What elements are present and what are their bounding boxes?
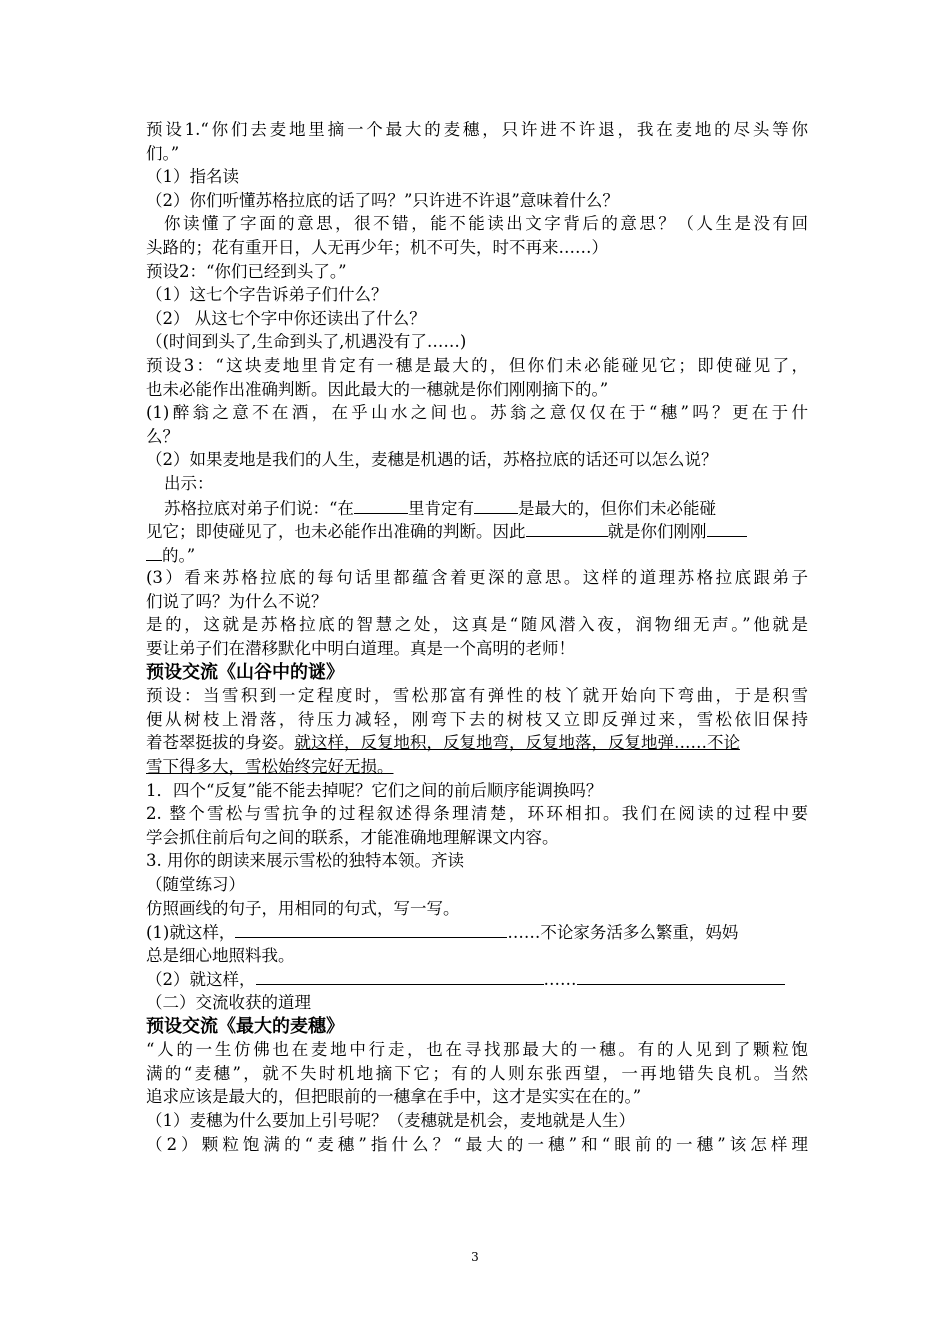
text-segment: 苏格拉底对弟子们说：“在 [164, 498, 354, 518]
fill-in-line [146, 519, 808, 543]
paragraph-line: 便从树枝上滑落，待压力减轻，刚弯下去的树枝又立即反弹过来，雪松依旧保持 [146, 709, 808, 729]
text-segment: …… [543, 970, 577, 990]
paragraph-line [146, 731, 808, 755]
fill-in-line [146, 967, 808, 991]
text-segment: 的。” [162, 545, 196, 565]
paragraph-line: 你读懂了字面的意思，很不错，能不能读出文字背后的意思？（人生是没有回 [164, 214, 808, 234]
fill-blank [354, 496, 408, 514]
text-segment: 就是你们刚刚 [607, 522, 707, 542]
paragraph-line: 预设2：“你们已经到头了。” [146, 261, 347, 281]
fill-blank [235, 920, 507, 938]
text-segment: 是最大的，但你们未必能碰 [517, 498, 716, 518]
paragraph-line: 预设1.“你们去麦地里摘一个最大的麦穗，只许进不许退，我在麦地的尽头等你 [146, 120, 808, 139]
paragraph-line: 们说了吗？为什么不说？ [146, 591, 328, 611]
paragraph-line: 们。” [146, 143, 180, 163]
text-segment: 见它；即使碰见了，也未必能作出准确的判断。因此 [146, 522, 526, 542]
paragraph-line: （随堂练习） [146, 875, 245, 894]
text-segment: ……不论家务活多么繁重，妈妈 [507, 923, 739, 943]
paragraph-line: （2） 从这七个字中你还读出了什么？ [146, 308, 426, 328]
section-heading: 预设交流《最大的麦穗》 [146, 1015, 344, 1037]
fill-blank [474, 496, 518, 514]
paragraph-line: 是的，这就是苏格拉底的智慧之处，这真是“随风潜入夜，润物细无声。”他就是 [146, 615, 808, 635]
paragraph-line: 预设3：“这块麦地里肯定有一穗是最大的，但你们未必能碰见它；即使碰见了， [146, 355, 808, 375]
underlined-sentence: 雪下得多大，雪松始终完好无损。 [146, 757, 394, 777]
paragraph-line: 追求应该是最大的，但把眼前的一穗拿在手中，这才是实实在在的。” [146, 1087, 642, 1107]
paragraph-line: 2. 整个雪松与雪抗争的过程叙述得条理清楚，环环相扣。我们在阅读的过程中要 [146, 804, 808, 824]
paragraph-line: 要让弟子们在潜移默化中明白道理。真是一个高明的老师！ [146, 639, 575, 659]
paragraph-line: (3）看来苏格拉底的每句话里都蕴含着更深的意思。这样的道理苏格拉底跟弟子 [146, 568, 808, 588]
fill-blank [146, 543, 162, 561]
paragraph-line: 也未必能作出准确判断。因此最大的一穗就是你们刚刚摘下的。” [146, 379, 609, 399]
text-segment: 里肯定有 [407, 498, 474, 518]
paragraph-line: （二）交流收获的道理 [146, 992, 311, 1012]
paragraph-line: 么？ [146, 426, 179, 446]
fill-blank [526, 519, 608, 537]
paragraph-line: （2）颗粒饱满的“麦穗”指什么？“最大的一穗”和“眼前的一穗”该怎样理 [146, 1134, 808, 1154]
fill-blank [707, 519, 747, 537]
section-heading: 预设交流《山谷中的谜》 [146, 661, 344, 683]
paragraph-line [146, 755, 808, 779]
paragraph-line: （2）如果麦地是我们的人生，麦穗是机遇的话，苏格拉底的话还可以怎么说？ [146, 450, 718, 470]
paragraph-line: 总是细心地照料我。 [146, 945, 295, 965]
fill-blank [577, 967, 785, 985]
paragraph-line: （(时间到头了,生命到头了,机遇没有了……) [146, 332, 467, 352]
paragraph-line: (1)醉翁之意不在酒，在乎山水之间也。苏翁之意仅仅在于“穗”吗？更在于什 [146, 403, 808, 423]
paragraph-line: 头路的；花有重开日，人无再少年；机不可失，时不再来……） [146, 237, 608, 257]
paragraph-line: 预设：当雪积到一定程度时，雪松那富有弹性的枝丫就开始向下弯曲，于是积雪 [146, 686, 808, 706]
paragraph-line: 仿照画线的句子，用相同的句式，写一写。 [146, 898, 460, 918]
paragraph-line: （1）这七个字告诉弟子们什么？ [146, 285, 388, 305]
text-segment: （2）就这样， [146, 970, 256, 990]
paragraph-line: 学会抓住前后句之间的联系，才能准确地理解课文内容。 [146, 827, 559, 847]
underlined-sentence: 就这样，反复地积，反复地弯，反复地落，反复地弹……不论 [294, 733, 740, 753]
paragraph-line: （2）你们听懂苏格拉底的话了吗？”只许进不许退”意味着什么？ [146, 190, 619, 210]
fill-in-line [146, 496, 808, 520]
paragraph-line: 3. 用你的朗读来展示雪松的独特本领。齐读 [146, 851, 464, 871]
paragraph-line: （1）指名读 [146, 167, 239, 187]
paragraph-line: （1）麦穗为什么要加上引号呢？（麦穗就是机会，麦地就是人生） [146, 1110, 635, 1130]
fill-in-line [146, 543, 808, 567]
fill-in-line [146, 920, 808, 944]
page-number: 3 [471, 1250, 479, 1264]
paragraph-line: 1．四个“反复”能不能去掉呢？它们之间的前后顺序能调换吗？ [146, 780, 603, 800]
document-body [146, 118, 808, 1156]
paragraph-line: 出示： [164, 473, 214, 493]
text-segment: 着苍翠挺拔的身姿。 [146, 733, 295, 753]
paragraph-line: “人的一生仿佛也在麦地中行走，也在寻找那最大的一穗。有的人见到了颗粒饱 [146, 1040, 808, 1060]
paragraph-line: 满的“麦穗”，就不失时机地摘下它；有的人则东张西望，一再地错失良机。当然 [146, 1063, 808, 1083]
fill-blank [256, 967, 544, 985]
text-segment: (1)就这样， [146, 923, 236, 943]
